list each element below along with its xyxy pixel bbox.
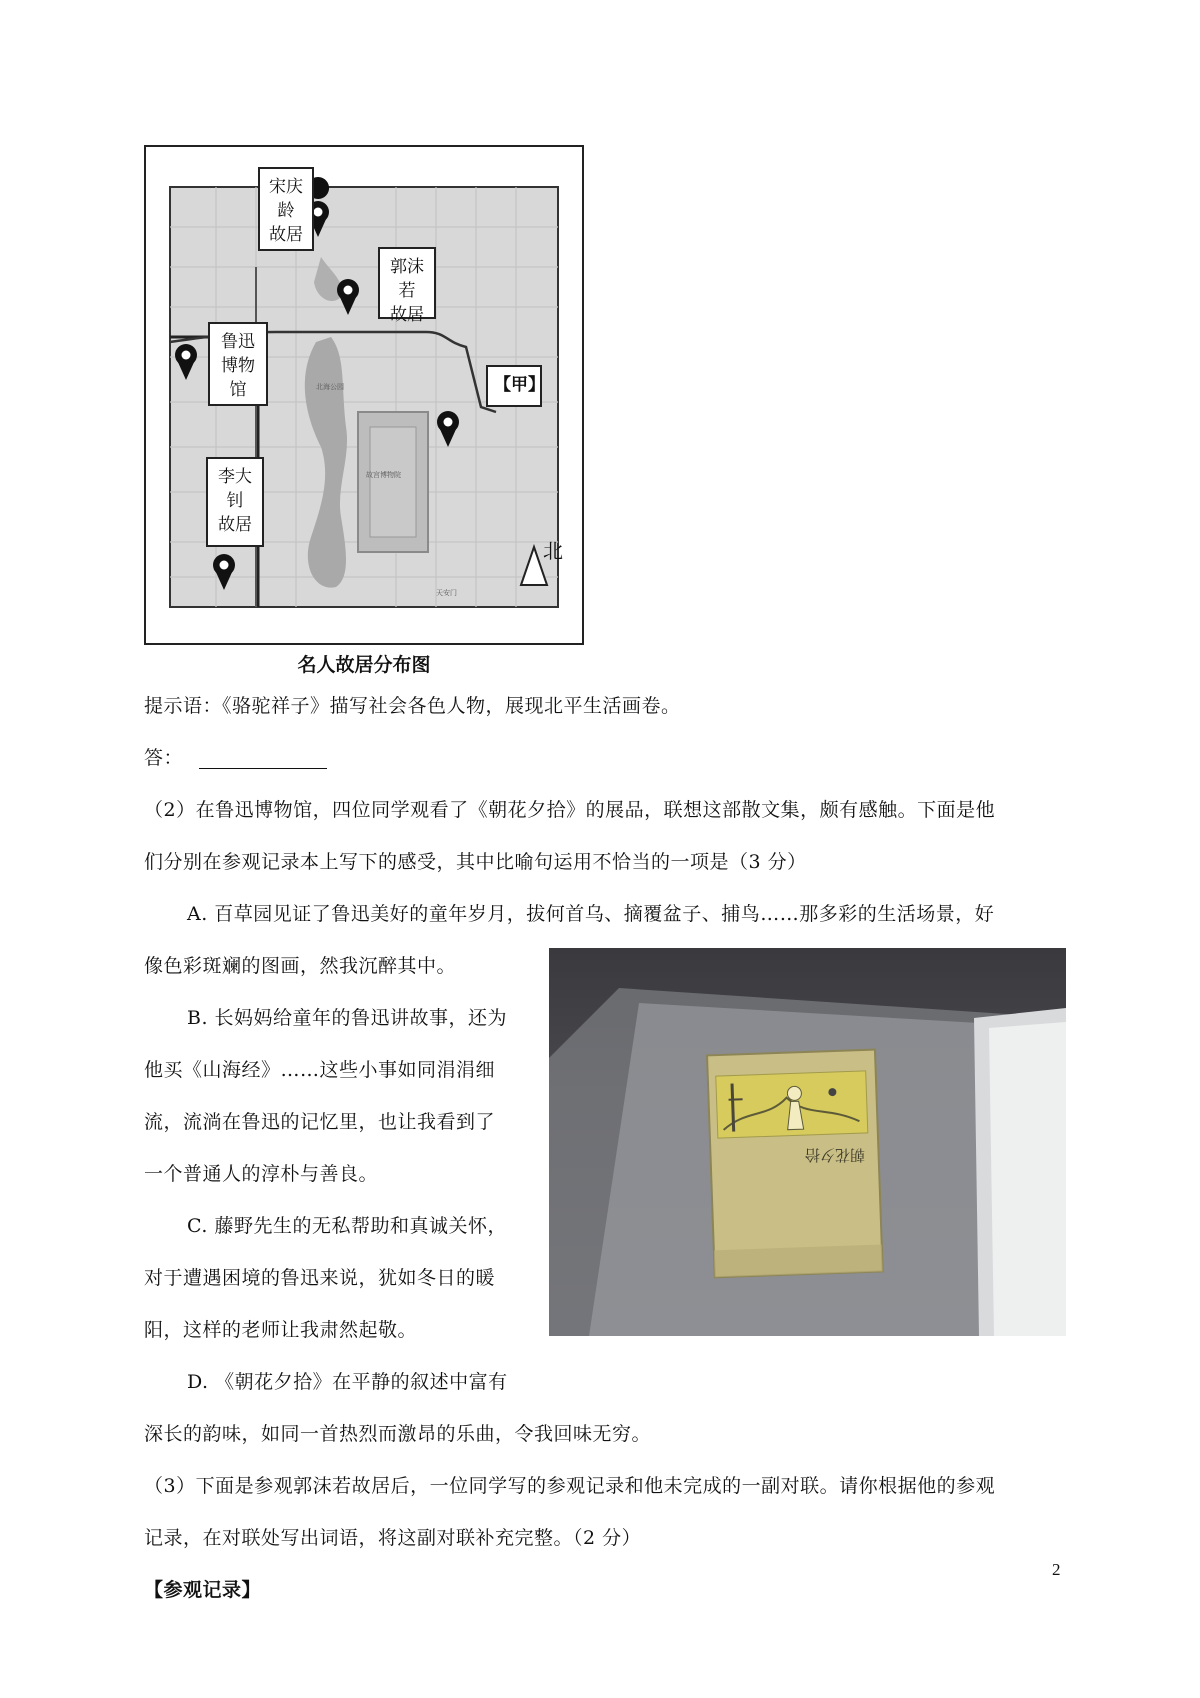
option-b-line-3: 流，流淌在鲁迅的记忆里，也让我看到了 bbox=[144, 1111, 496, 1133]
callout-jia: 【甲】 bbox=[486, 365, 542, 407]
option-b-line-4: 一个普通人的淳朴与善良。 bbox=[144, 1163, 379, 1185]
q3-line-2: 记录，在对联处写出词语，将这副对联补充完整。（2 分） bbox=[144, 1527, 642, 1549]
hint-text: 提示语：《骆驼祥子》描写社会各色人物，展现北平生活画卷。 bbox=[144, 695, 681, 717]
option-c-line-1: C. 藤野先生的无私帮助和真诚关怀， bbox=[187, 1215, 507, 1237]
label-gugong: 故宫博物院 bbox=[366, 471, 401, 479]
option-d-line-2: 深长的韵味，如同一首热烈而激昂的乐曲，令我回味无穷。 bbox=[144, 1423, 652, 1445]
label-beihai: 北海公园 bbox=[316, 383, 344, 391]
q2-line-2: 们分别在参观记录本上写下的感受，其中比喻句运用不恰当的一项是（3 分） bbox=[144, 851, 807, 873]
answer-line bbox=[144, 732, 327, 784]
north-label: 北 bbox=[543, 539, 563, 563]
label-tiananmen: 天安门 bbox=[436, 589, 457, 597]
option-a-line-2: 像色彩斑斓的图画，然我沉醉其中。 bbox=[144, 955, 457, 977]
exhibit-photo-scene bbox=[549, 948, 1066, 1336]
option-a-line-1: A. 百草园见证了鲁迅美好的童年岁月，拔何首乌、摘覆盆子、捕鸟……那多彩的生活场景，好 bbox=[187, 903, 995, 925]
record-heading: 【参观记录】 bbox=[144, 1579, 262, 1601]
option-c-line-3: 阳，这样的老师让我肃然起敬。 bbox=[144, 1319, 418, 1341]
map-figure bbox=[144, 145, 584, 645]
callout-song-qingling: 宋庆龄 故居 bbox=[258, 167, 314, 251]
map-caption: 名人故居分布图 bbox=[297, 654, 431, 676]
option-c-line-2: 对于遭遇困境的鲁迅来说，犹如冬日的暖 bbox=[144, 1267, 496, 1289]
page-number: 2 bbox=[1052, 1560, 1061, 1579]
q2-line-1: （2）在鲁迅博物馆，四位同学观看了《朝花夕拾》的展品，联想这部散文集，颇有感触。下面是他 bbox=[144, 799, 996, 821]
callout-guo-moruo: 郭沫若 故居 bbox=[378, 247, 436, 319]
exhibit-photo bbox=[549, 948, 1066, 1336]
callout-li-dazhao: 李大钊 故居 bbox=[206, 457, 264, 547]
option-d-line-1: D. 《朝花夕拾》在平静的叙述中富有 bbox=[187, 1371, 508, 1393]
option-b-line-2: 他买《山海经》……这些小事如同涓涓细 bbox=[144, 1059, 496, 1081]
answer-blank bbox=[199, 750, 327, 769]
answer-label: 答： bbox=[144, 747, 184, 769]
book-title-text: 朝花夕拾 bbox=[804, 1146, 866, 1164]
callout-lu-xun: 鲁迅 博物馆 bbox=[208, 322, 268, 406]
q3-line-1: （3）下面是参观郭沫若故居后，一位同学写的参观记录和他未完成的一副对联。请你根据他的参观 bbox=[144, 1475, 996, 1497]
option-b-line-1: B. 长妈妈给童年的鲁迅讲故事，还为 bbox=[187, 1007, 508, 1029]
